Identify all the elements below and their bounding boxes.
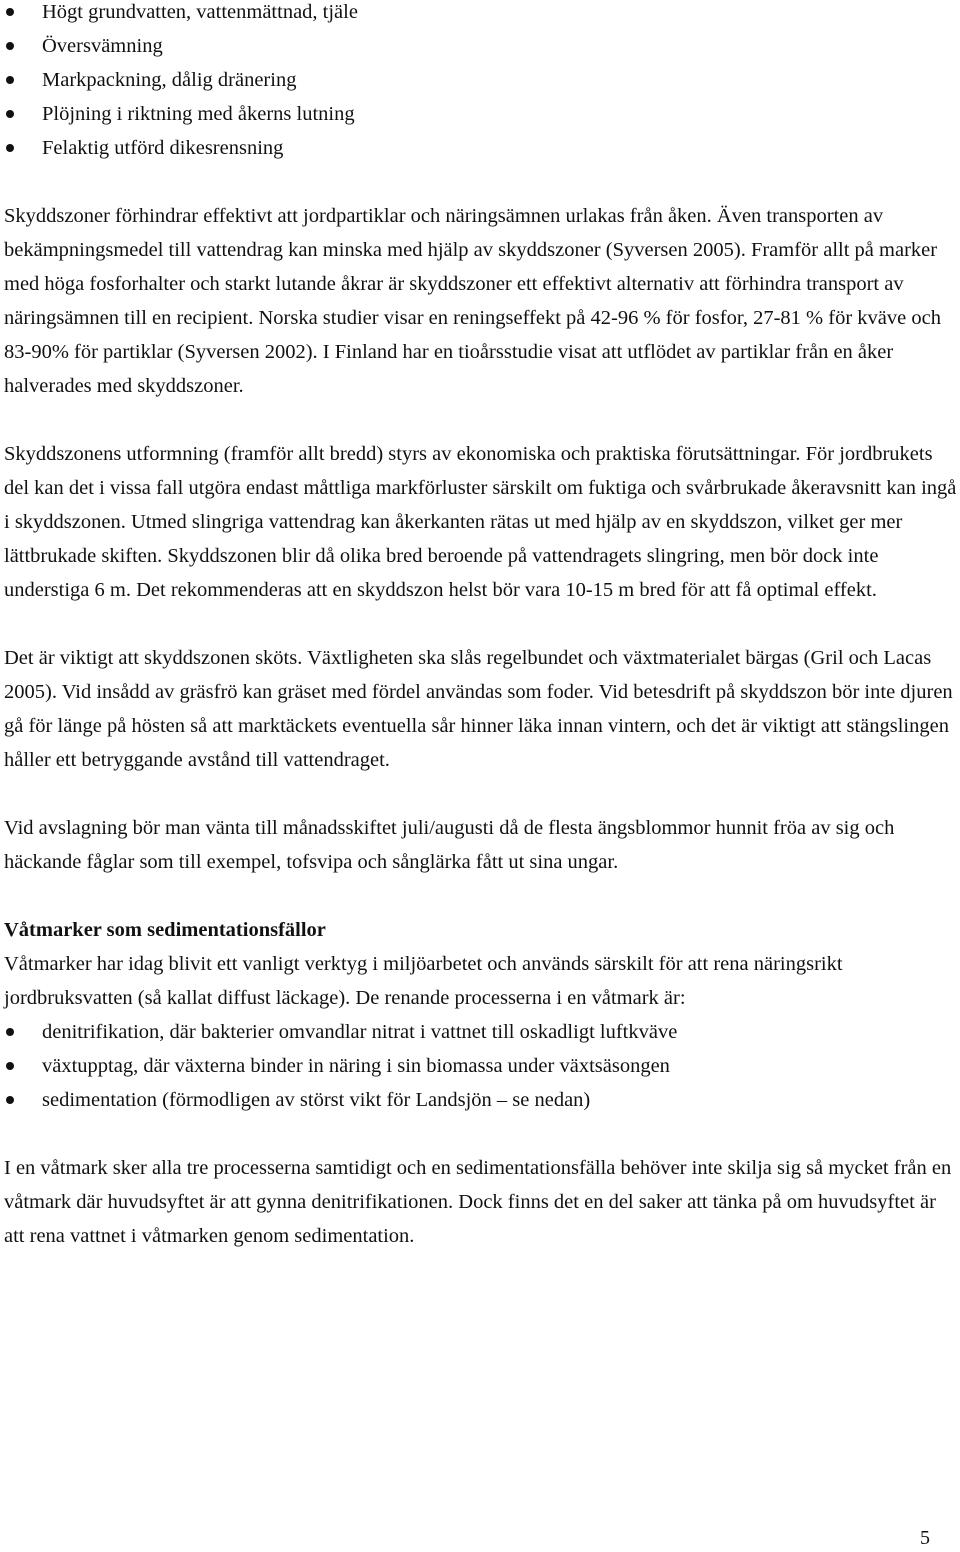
paragraph-skyddszon-design: Skyddszonens utformning (framför allt bredd) styrs av ekonomiska och praktiska förutsättningar. För jordbrukets del kan det i vissa fall utgöra endast måttliga markförluster särskilt om fuktiga och svårbrukade åkeravsnitt kan ingå i skyddszonen. Utmed slingriga vattendrag kan åkerkanten rätas ut med hjälp av en skyddszon, vilket ger mer lättbrukade skiften. Skyddszonen blir då olika bred beroende på vattendragets slingring, men bör dock inte understiga 6 m. Det rekommenderas att en skyddszon helst bör vara 10-15 m bred för att få optimal effekt. — [4, 443, 957, 601]
list-item: Högt grundvatten, vattenmättnad, tjäle — [4, 0, 958, 29]
paragraph-section-intro: Våtmarker har idag blivit ett vanligt verktyg i miljöarbetet och används särskilt för att rena näringsrikt jordbruksvatten (så kallat diffust läckage). De renande processerna i en våtmark är: — [4, 953, 843, 1009]
list-item: denitrifikation, där bakterier omvandlar nitrat i vattnet till oskadligt luftkväve — [4, 1015, 958, 1049]
paragraph-mowing-timing: Vid avslagning bör man vänta till månadsskiftet juli/augusti då de flesta ängsblommor hunnit fröa av sig och häckande fåglar som till exempel, tofsvipa och sånglärka fått ut sina ungar. — [4, 817, 895, 873]
paragraph-skyddszon-maintenance: Det är viktigt att skyddszonen sköts. Växtligheten ska slås regelbundet och växtmaterialet bärgas (Gril och Lacas 2005). Vid insådd av gräsfrö kan gräset med fördel användas som foder. Vid betesdrift på skyddszon bör inte djuren gå för länge på hösten så att marktäckets eventuella sår hinner läka innan vintern, och det är viktigt att stängslingen håller ett betryggande avstånd till vattendraget. — [4, 647, 953, 771]
section-heading: Våtmarker som sedimentationsfällor — [4, 919, 326, 941]
list-item: växtupptag, där växterna binder in näring i sin biomassa under växtsäsongen — [4, 1049, 958, 1083]
list-item: Felaktig utförd dikesrensning — [4, 131, 958, 165]
list-item: Markpackning, dålig dränering — [4, 63, 958, 97]
paragraph-skyddszoner-effect: Skyddszoner förhindrar effektivt att jordpartiklar och näringsämnen urlakas från åken. Även transporten av bekämpningsmedel till vattendrag kan minska med hjälp av skyddszoner (Syversen 2005). Framför allt på marker med höga fosforhalter och starkt lutande åkrar är skyddszoner ett effektivt alternativ att förhindra transport av näringsämnen till en recipient. Norska studier visar en reningseffekt på 42-96 % för fosfor, 27-81 % för kväve och 83-90% för partiklar (Syversen 2002). I Finland har en tioårsstudie visat att utflödet av partiklar från en åker halverades med skyddszoner. — [4, 205, 941, 397]
list-item: sedimentation (förmodligen av störst vikt för Landsjön – se nedan) — [4, 1083, 958, 1117]
list-item: Plöjning i riktning med åkerns lutning — [4, 97, 958, 131]
page-number: 5 — [920, 1527, 930, 1549]
bullet-list-causes — [4, 0, 958, 165]
list-item: Översvämning — [4, 29, 958, 63]
document-page — [4, 0, 958, 1253]
bullet-list-processes — [4, 1015, 958, 1117]
paragraph-closing: I en våtmark sker alla tre processerna samtidigt och en sedimentationsfälla behöver inte skilja sig så mycket från en våtmark där huvudsyftet är att gynna denitrifikationen. Dock finns det en del saker att tänka på om huvudsyftet är att rena vattnet i våtmarken genom sedimentation. — [4, 1157, 952, 1247]
